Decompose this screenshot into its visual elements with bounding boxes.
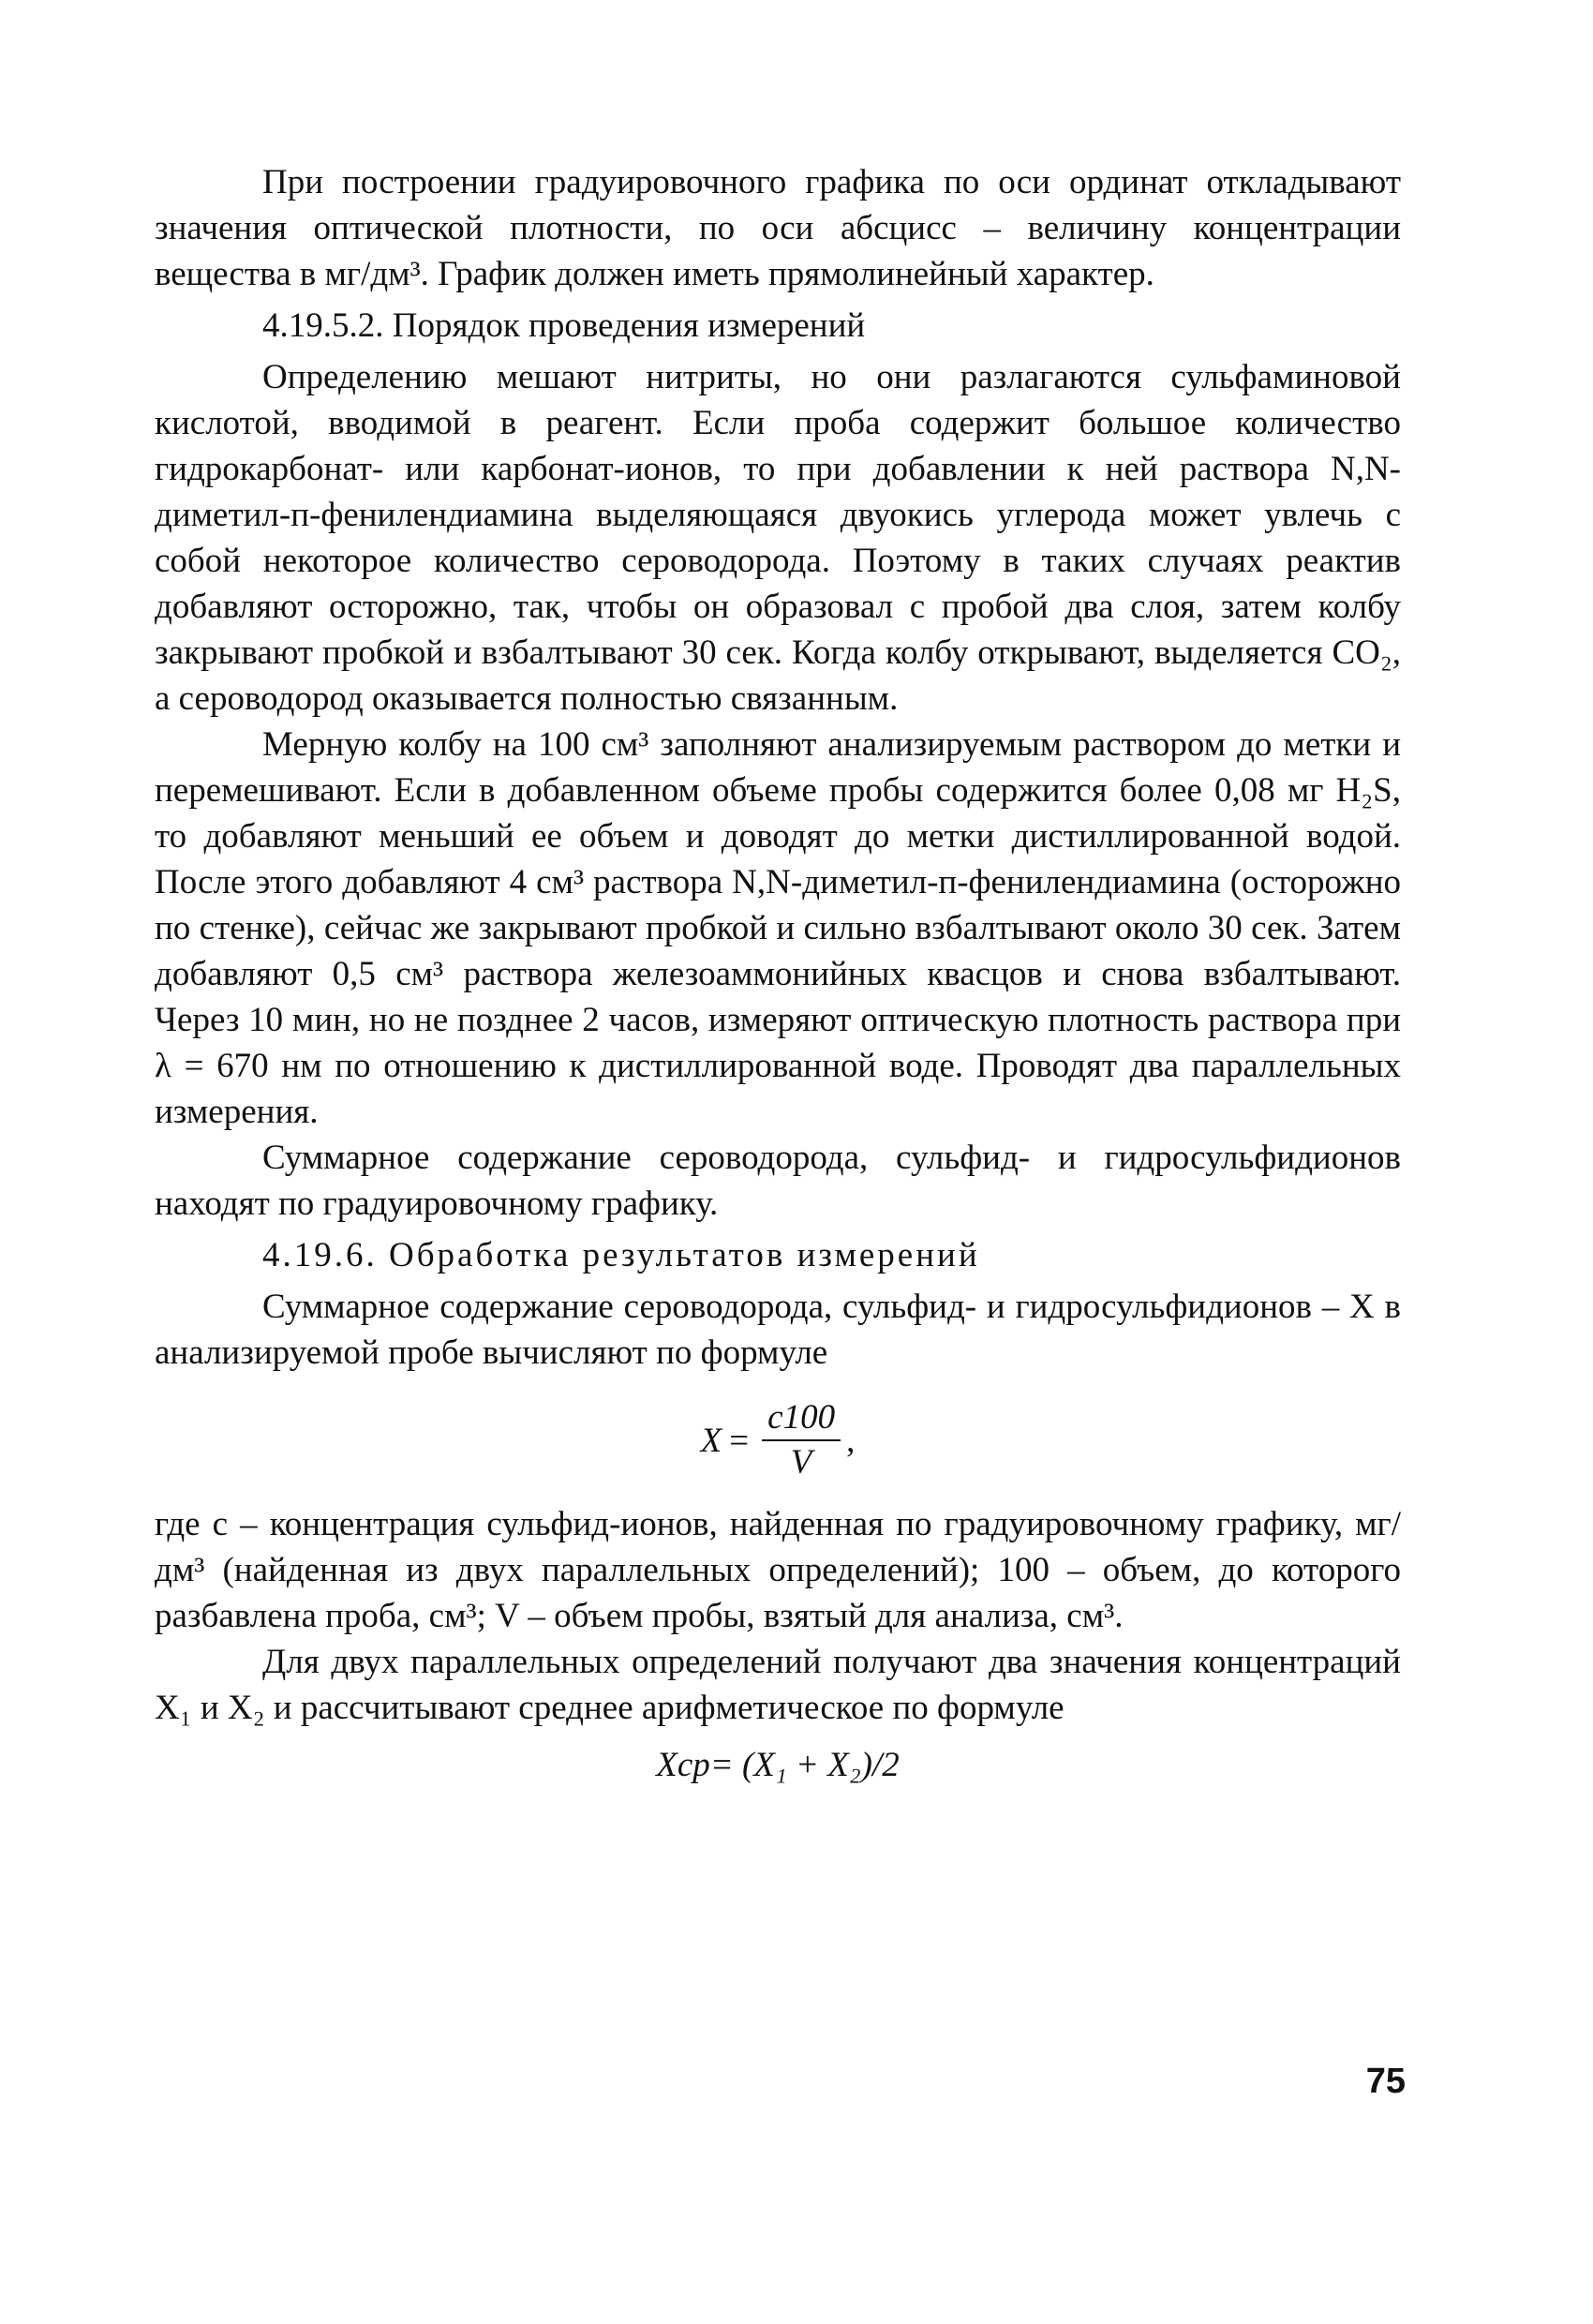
paragraph-calibration-graph: При построении градуировочного графика по оси ординат откладывают значения оптической плотности, по оси абсцисс – величину концентрации вещества в мг/дм³. График должен иметь прямолинейный характер. <box>155 163 1401 293</box>
document-body <box>155 159 1401 1788</box>
paragraph-parallel-determinations: Для двух параллельных определений получают два значения концентраций X₁ и X₂ и рассчитывают среднее арифметическое по формуле <box>155 1643 1401 1727</box>
page-number: 75 <box>1365 2062 1406 2101</box>
formula-x-lhs: X <box>700 1421 722 1460</box>
paragraph-procedure: Мерную колбу на 100 см³ заполняют анализируемым раствором до метки и перемешивают. Если в добавленном объеме пробы содержится более 0,08 мг H₂S, то добавляют меньший ее объем и доводят до метки дистиллированной водой. После этого добавляют 4 см³ раствора N,N-диметил-п-фенилендиамина (осторожно по стенке), сейчас же закрывают пробкой и сильно взбалтывают около 30 сек. Затем добавляют 0,5 см³ раствора железоаммонийных квасцов и снова взбалтывают. Через 10 мин, но не позднее 2 часов, измеряют оптическую плотность раствора при λ = 670 нм по отношению к дистиллированной воде. Проводят два параллельных измерения. <box>155 725 1401 1131</box>
formula-x-fraction <box>762 1396 841 1484</box>
section-heading-measurement-procedure: 4.19.5.2. Порядок проведения измерений <box>262 306 866 345</box>
paragraph-interference: Определению мешают нитриты, но они разлагаются сульфаминовой кислотой, вводимой в реагент. Если проба содержит большое количество гидрокарбонат- или карбонат-ионов, то при добавлении к ней раствора N,N-диметил-п-фенилендиамина выделяющаяся двуокись углерода может увлечь с собой некоторое количество сероводорода. Поэтому в таких случаях реактив добавляют осторожно, так, чтобы он образовал с пробой два слоя, затем колбу закрывают пробкой и взбалтывают 30 сек. Когда колбу открывают, выделяется CO₂, а сероводород оказывается полностью связанным. <box>155 358 1401 718</box>
formula-x-denominator: V <box>790 1443 812 1482</box>
formula-mean: Xср= (X₁ + X₂)/2 <box>656 1746 900 1784</box>
paragraph-variable-definitions: где c – концентрация сульфид-ионов, найденная по градуировочному графику, мг/дм³ (найденная из двух параллельных определений); 100 – объем, до которого разбавлена проба, см³; V – объем пробы, взятый для анализа, см³. <box>155 1505 1401 1635</box>
section-heading-result-processing: 4.19.6. Обработка результатов измерений <box>262 1236 980 1274</box>
paragraph-total-content: Суммарное содержание сероводорода, сульфид- и гидросульфидионов находят по градуировочному графику. <box>155 1139 1401 1223</box>
formula-x <box>155 1389 1401 1492</box>
paragraph-formula-intro: Суммарное содержание сероводорода, сульфид- и гидросульфидионов – X в анализируемой пробе вычисляют по формуле <box>155 1288 1401 1372</box>
formula-x-numerator: c100 <box>762 1396 841 1441</box>
formula-x-comma: , <box>846 1421 856 1460</box>
formula-x-equals: = <box>729 1421 750 1460</box>
